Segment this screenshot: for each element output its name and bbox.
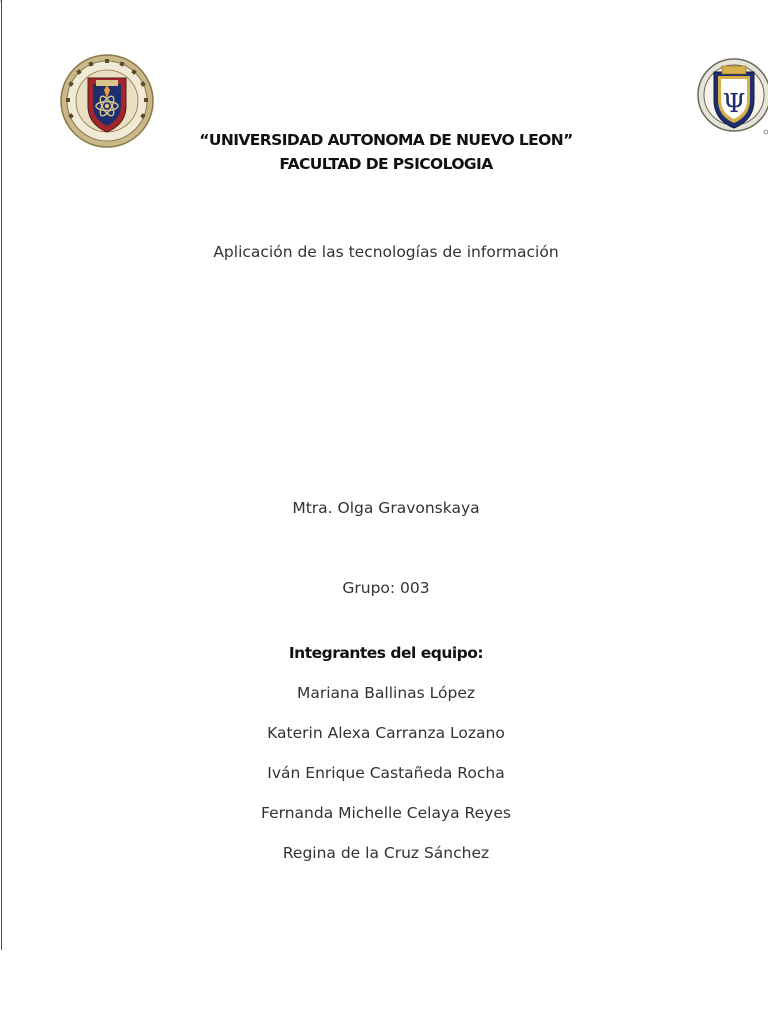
teacher-name: Mtra. Olga Gravonskaya — [292, 499, 480, 517]
list-item: Iván Enrique Castañeda Rocha — [267, 764, 505, 782]
list-item: Mariana Ballinas López — [296, 684, 476, 702]
group-number: Grupo: 003 — [342, 579, 430, 597]
members-list — [2, 681, 768, 881]
list-item: Katerin Alexa Carranza Lozano — [267, 724, 505, 742]
document-page — [1, 0, 768, 950]
members-heading: Integrantes del equipo: — [288, 644, 484, 662]
list-item: Fernanda Michelle Celaya Reyes — [261, 804, 511, 822]
university-name: “UNIVERSIDAD AUTONOMA DE NUEVO LEON” — [199, 131, 573, 149]
svg-text:Ψ: Ψ — [722, 89, 746, 119]
list-item: Regina de la Cruz Sánchez — [282, 844, 490, 862]
header-title-block — [2, 128, 768, 176]
faculty-name: FACULTAD DE PSICOLOGIA — [279, 155, 493, 173]
subject-name: Aplicación de las tecnologías de información — [213, 243, 559, 261]
